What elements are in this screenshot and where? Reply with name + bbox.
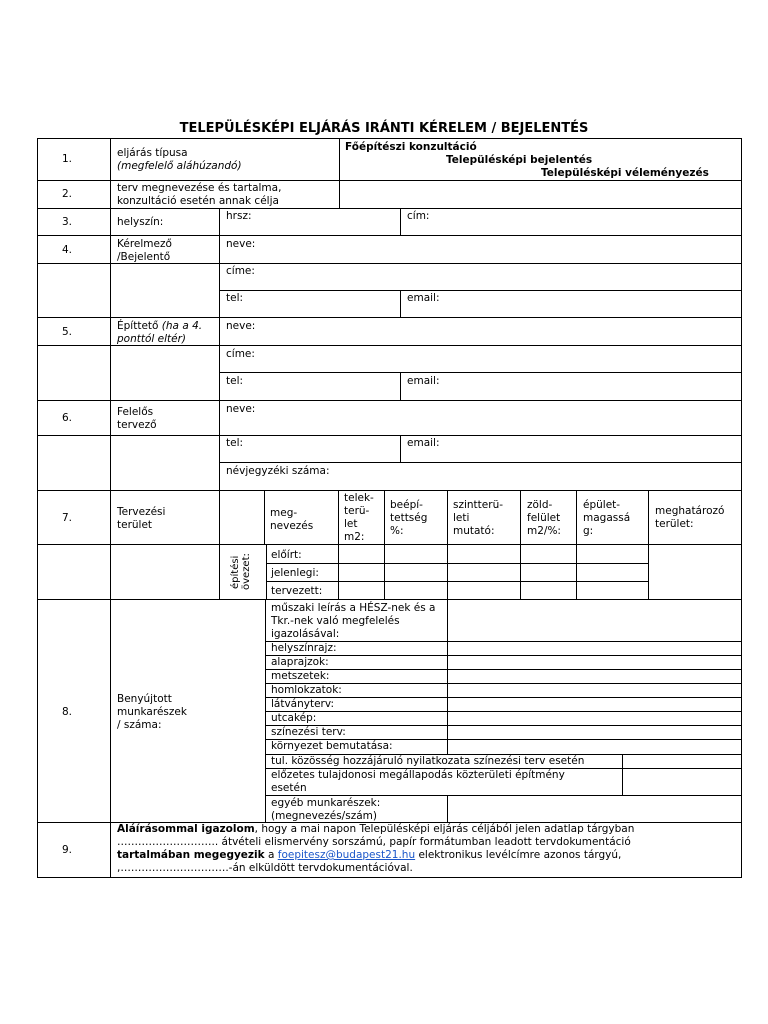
declaration-line-3: tartalmában megegyezik a foepitesz@budapest21.hu elektronikus levélcímre azonos tárgyú,	[117, 849, 622, 861]
r8-sep-6	[265, 711, 742, 712]
item-helyszinrajz: helyszínrajz:	[271, 642, 337, 654]
row7-label: Tervezési	[117, 506, 166, 518]
declaration-line-2: ……………………….. átvételi elismervény sorszámú, papír formátumban leadott tervdokumentáció	[117, 836, 631, 848]
r7-col-d	[447, 490, 448, 600]
row3-number: 3.	[62, 216, 73, 228]
frame-right	[741, 138, 742, 878]
item-egyeb-2: (megnevezés/szám)	[271, 810, 377, 822]
sep-3	[37, 235, 742, 236]
tel-email-divider-5	[400, 372, 401, 400]
r7-sub-sep-2	[266, 581, 648, 582]
option-telepueleskepi-velemenyezes[interactable]: Településképi véleményezés	[541, 167, 709, 179]
row5-label: Építtető (ha a 4.	[117, 320, 203, 332]
tervezo-email-label: email:	[407, 437, 440, 449]
tel-email-divider-6	[400, 435, 401, 462]
sub-sep-5a	[110, 345, 742, 346]
r8-col-c	[622, 754, 623, 796]
row7-label-2: terület	[117, 519, 153, 531]
item-elozetes-1: előzetes tulajdonosi megállapodás közterületi építmény	[271, 769, 565, 781]
kerelmezo-tel-label: tel:	[226, 292, 244, 304]
header-meghatarozo-1: meghatározó	[655, 505, 725, 517]
epitteto-tel-label: tel:	[226, 375, 244, 387]
cim-label: cím:	[407, 210, 430, 222]
item-szinezesi-terv: színezési terv:	[271, 726, 346, 738]
epitteto-email-label: email:	[407, 375, 440, 387]
nevjegyzeki-szama-label: névjegyzéki száma:	[226, 465, 330, 477]
r7-col-a	[264, 490, 265, 545]
item-latvanyterv: látványterv:	[271, 698, 335, 710]
epitteto-cime-label: címe:	[226, 348, 255, 360]
row6-label-2: tervező	[117, 419, 157, 431]
sub-sep-7-num	[37, 544, 110, 545]
row8-label-3: / száma:	[117, 719, 162, 731]
hrsz-label: hrsz:	[226, 210, 252, 222]
header-meghatarozo-2: terület:	[655, 518, 694, 530]
muszaki-leiras-3: igazolásával:	[271, 628, 340, 640]
frame-left	[37, 138, 38, 878]
muszaki-leiras-1: műszaki leírás a HÉSZ-nek és a	[271, 602, 436, 614]
item-elozetes-2: esetén	[271, 782, 307, 794]
r8-sep-2	[265, 655, 742, 656]
tervezett-label: tervezett:	[271, 585, 323, 597]
row3-label: helyszín:	[117, 216, 164, 228]
header-szintterulet-2: leti	[453, 512, 470, 524]
r7-sub-col	[266, 544, 267, 600]
r7-col-e	[520, 490, 521, 600]
jelenlegi-label: jelenlegi:	[271, 567, 319, 579]
sub-sep-6-num	[37, 435, 110, 436]
option-telepueleskepi-bejelentes[interactable]: Településképi bejelentés	[446, 154, 593, 166]
option-foepiteszi-konzultacio[interactable]: Főépítészi konzultáció	[345, 141, 477, 153]
header-zoldfelulet-1: zöld-	[527, 499, 553, 511]
row8-label-1: Benyújtott	[117, 693, 172, 705]
form-title: TELEPÜLÉSKÉPI ELJÁRÁS IRÁNTI KÉRELEM / BEJELENTÉS	[179, 121, 589, 136]
header-telek-2: terü-	[344, 505, 370, 517]
item-kornyezet-bemutatasa: környezet bemutatása:	[271, 740, 393, 752]
email-link[interactable]: foepitesz@budapest21.hu	[277, 849, 416, 861]
declaration-line-1: Aláírásommal igazolom, hogy a mai napon Településképi eljárás céljából jelen adatlap tárgyban	[117, 823, 635, 835]
epitteto-neve-label: neve:	[226, 320, 256, 332]
header-szintterulet-3: mutató:	[453, 525, 495, 537]
header-zoldfelulet-3: m2/%:	[527, 525, 561, 537]
item-tul-kozosseg: tul. közösség hozzájáruló nyilatkozata színezési terv esetén	[271, 755, 585, 767]
sub-sep-4b	[220, 290, 742, 291]
row9-number: 9.	[62, 844, 73, 856]
header-telek-3: let	[344, 518, 358, 530]
row2-label: terv megnevezése és tartalma,	[117, 182, 282, 194]
sub-sep-4-num	[37, 263, 110, 264]
row5-number: 5.	[62, 326, 73, 338]
tervezo-tel-label: tel:	[226, 437, 244, 449]
row4-label: Kérelmező	[117, 238, 172, 250]
r7-col-g	[648, 490, 649, 600]
row12-divider	[339, 138, 340, 208]
kerelmezo-neve-label: neve:	[226, 238, 256, 250]
kerelmezo-cime-label: címe:	[226, 265, 255, 277]
r8-sep-5	[265, 697, 742, 698]
header-megnevezes-1: meg-	[270, 507, 298, 519]
r8-col-d	[447, 795, 448, 823]
num-col-divider	[110, 138, 111, 878]
sep-5	[37, 317, 742, 318]
item-utcakep: utcakép:	[271, 712, 317, 724]
terv-megnevezese-field[interactable]	[341, 181, 740, 207]
header-zoldfelulet-2: felület	[527, 512, 561, 524]
row1-number: 1.	[62, 153, 73, 165]
frame-top	[37, 138, 742, 139]
header-beepitettseg-3: %:	[390, 525, 404, 537]
tel-email-divider-4	[400, 290, 401, 318]
elo-irt-label: előírt:	[271, 549, 302, 561]
sub-sep-5b	[220, 372, 742, 373]
row2-label-2: konzultáció esetén annak célja	[117, 195, 279, 207]
sep-6	[37, 400, 742, 401]
header-telek-4: m2:	[344, 531, 365, 543]
sep-2	[37, 208, 742, 209]
header-megnevezes-2: nevezés	[270, 520, 314, 532]
row4-label-2: /Bejelentő	[117, 251, 171, 263]
row5-label-2: ponttól eltér)	[117, 333, 187, 345]
muszaki-leiras-2: Tkr.-nek való megfelelés	[271, 615, 400, 627]
row7-number: 7.	[62, 512, 73, 524]
header-beepitettseg-1: beépí-	[390, 499, 423, 511]
r8-sep-1	[265, 641, 742, 642]
epitesi-ovezet-vertical-label: építési övezet:	[230, 553, 252, 591]
item-egyeb-1: egyéb munkarészek:	[271, 797, 381, 809]
declaration-line-4: ,………………………….-án elküldött tervdokumentációval.	[117, 862, 413, 874]
row2-number: 2.	[62, 188, 73, 200]
row1-label: eljárás típusa	[117, 147, 188, 159]
header-epuletmagassag-1: épület-	[583, 499, 621, 511]
header-beepitettseg-2: tettség	[390, 512, 428, 524]
sub-sep-6b	[220, 462, 742, 463]
header-telek-1: telek-	[344, 492, 374, 504]
r8-col-b	[447, 599, 448, 754]
r7-sub-sep-1	[266, 563, 648, 564]
item-homlokzatok: homlokzatok:	[271, 684, 342, 696]
header-szintterulet-1: szintterü-	[453, 499, 504, 511]
header-epuletmagassag-3: g:	[583, 525, 594, 537]
item-alaprajzok: alaprajzok:	[271, 656, 329, 668]
kerelmezo-email-label: email:	[407, 292, 440, 304]
row4-number: 4.	[62, 244, 73, 256]
row6-label: Felelős	[117, 406, 154, 418]
row8-number: 8.	[62, 706, 73, 718]
tervezo-neve-label: neve:	[226, 403, 256, 415]
label-col-divider	[219, 208, 220, 600]
frame-bottom	[37, 877, 742, 878]
r7-col-c	[384, 490, 385, 600]
r8-sep-3	[265, 669, 742, 670]
sub-sep-6a	[110, 435, 742, 436]
row8-label-2: munkarészek	[117, 706, 187, 718]
sub-sep-5-num	[37, 345, 110, 346]
item-metszetek: metszetek:	[271, 670, 330, 682]
sub-sep-4a	[110, 263, 742, 264]
sep-8	[37, 599, 742, 600]
row6-number: 6.	[62, 412, 73, 424]
sep-7	[37, 490, 742, 491]
r7-col-b	[338, 490, 339, 600]
r8-sep-11	[265, 795, 742, 796]
hrsz-cim-divider	[400, 208, 401, 236]
row1-label-hint: (megfelelő aláhúzandó)	[117, 160, 242, 172]
header-epuletmagassag-2: magassá	[583, 512, 631, 524]
r7-col-f	[576, 490, 577, 600]
